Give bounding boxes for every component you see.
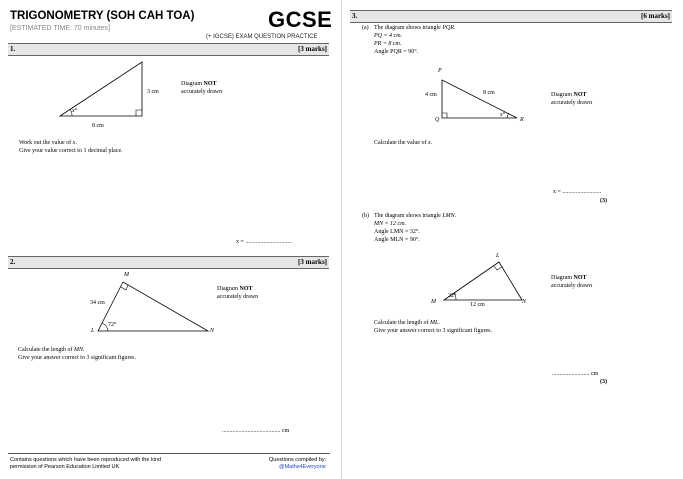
q3a-fact-1: PQ = 4 cm. [374,33,403,39]
q1-instruction-1: Work out the value of x. [19,140,77,146]
q3a-fact-2: PR = 8 cm. [374,41,402,47]
question-2-bar [8,256,329,269]
question-1-number: 1. [10,45,16,53]
q3a-mark: (3) [600,198,607,204]
question-3-marks: [6 marks] [641,12,670,20]
q3a-vertex-r: R [520,117,524,123]
q3b-vertex-n: N [522,299,527,305]
question-3-number: 3. [352,12,358,20]
q3a-pr-label: 8 cm [483,90,495,96]
q3b-vertex-l: L [496,253,500,259]
q3b-instruction-2: Give your answer correct to 3 significant figures. [374,328,492,334]
q3b-vertex-m: M [431,299,436,305]
header-subtitle: (+ IGCSE) EXAM QUESTION PRACTICE [206,34,318,40]
q2-answer-line[interactable]: ....................................... cm [222,428,290,434]
q3a-vertex-p: P [438,68,442,74]
q3b-instruction-1: Calculate the length of ML. [374,320,440,326]
q3b-fact-1: MN = 12 cm. [374,221,407,227]
q3b-answer-line[interactable]: ......................... cm [552,371,599,377]
gcse-brand: GCSE [268,7,333,32]
question-3-bar [350,10,672,23]
page-divider [341,0,342,479]
page-title: TRIGONOMETRY (SOH CAH TOA) [10,10,195,22]
footer-compiled-by: Questions compiled by: [269,457,327,463]
q2-vertex-m: M [124,272,129,278]
q3a-pq-label: 4 cm [425,92,437,98]
q2-angle-label: 72° [108,322,117,328]
estimated-time: [ESTIMATED TIME: 70 minutes] [10,25,111,32]
q3b-intro: The diagram shows triangle LMN. [374,213,457,219]
question-1-bar [8,43,329,56]
q3a-diagram-note: Diagram NOT accurately drawn [551,92,593,106]
footer-author-link[interactable]: @Maths4Everyone [279,464,326,470]
q2-instruction-2: Give your answer correct to 3 significant figures. [18,355,136,361]
q3b-fact-3: Angle MLN = 90°. [374,237,420,243]
q2-side-label: 34 cm [90,300,105,306]
footer-credit-1: Contains questions which have been reproduced with the kind [10,457,162,463]
q1-diagram-note: Diagram NOT accurately drawn [181,81,223,95]
q3b-mark: (3) [600,379,607,385]
question-1-marks: [3 marks] [298,45,327,53]
q3a-fact-3: Angle PQR = 90°. [374,49,419,55]
q3a-instruction: Calculate the value of x. [374,140,433,146]
q3a-triangle-diagram [438,76,523,124]
footer-credit-2: permission of Pearson Education Limited UK [10,464,120,470]
q1-side-label: 3 cm [147,89,159,95]
q3b-fact-2: Angle LMN = 32°. [374,229,420,235]
q2-vertex-l: L [91,328,95,334]
q3a-answer-line[interactable]: x = .......................... [553,189,602,195]
q2-diagram-note: Diagram NOT accurately drawn [217,286,259,300]
q3a-label: (a) [362,25,369,31]
q1-answer-line[interactable]: x = ............................... [236,239,292,245]
question-2-number: 2. [10,258,16,266]
q3b-diagram-note: Diagram NOT accurately drawn [551,275,593,289]
q3b-angle-label: 32° [448,293,457,299]
q3a-intro: The diagram shows triangle PQR. [374,25,456,31]
q1-base-label: 8 cm [92,123,104,129]
q3b-mn-label: 12 cm [470,302,485,308]
q1-triangle-diagram [50,58,160,128]
q3a-vertex-q: Q [435,117,440,123]
q3b-label: (b) [362,213,369,219]
footer-rule [8,453,330,454]
q1-angle-label: x° [72,108,78,114]
q2-instruction-1: Calculate the length of MN. [18,347,85,353]
question-2-marks: [3 marks] [298,258,327,266]
q3a-angle-label: x° [500,112,506,118]
q1-instruction-2: Give your value correct to 1 decimal place. [19,148,123,154]
q2-vertex-n: N [210,328,215,334]
